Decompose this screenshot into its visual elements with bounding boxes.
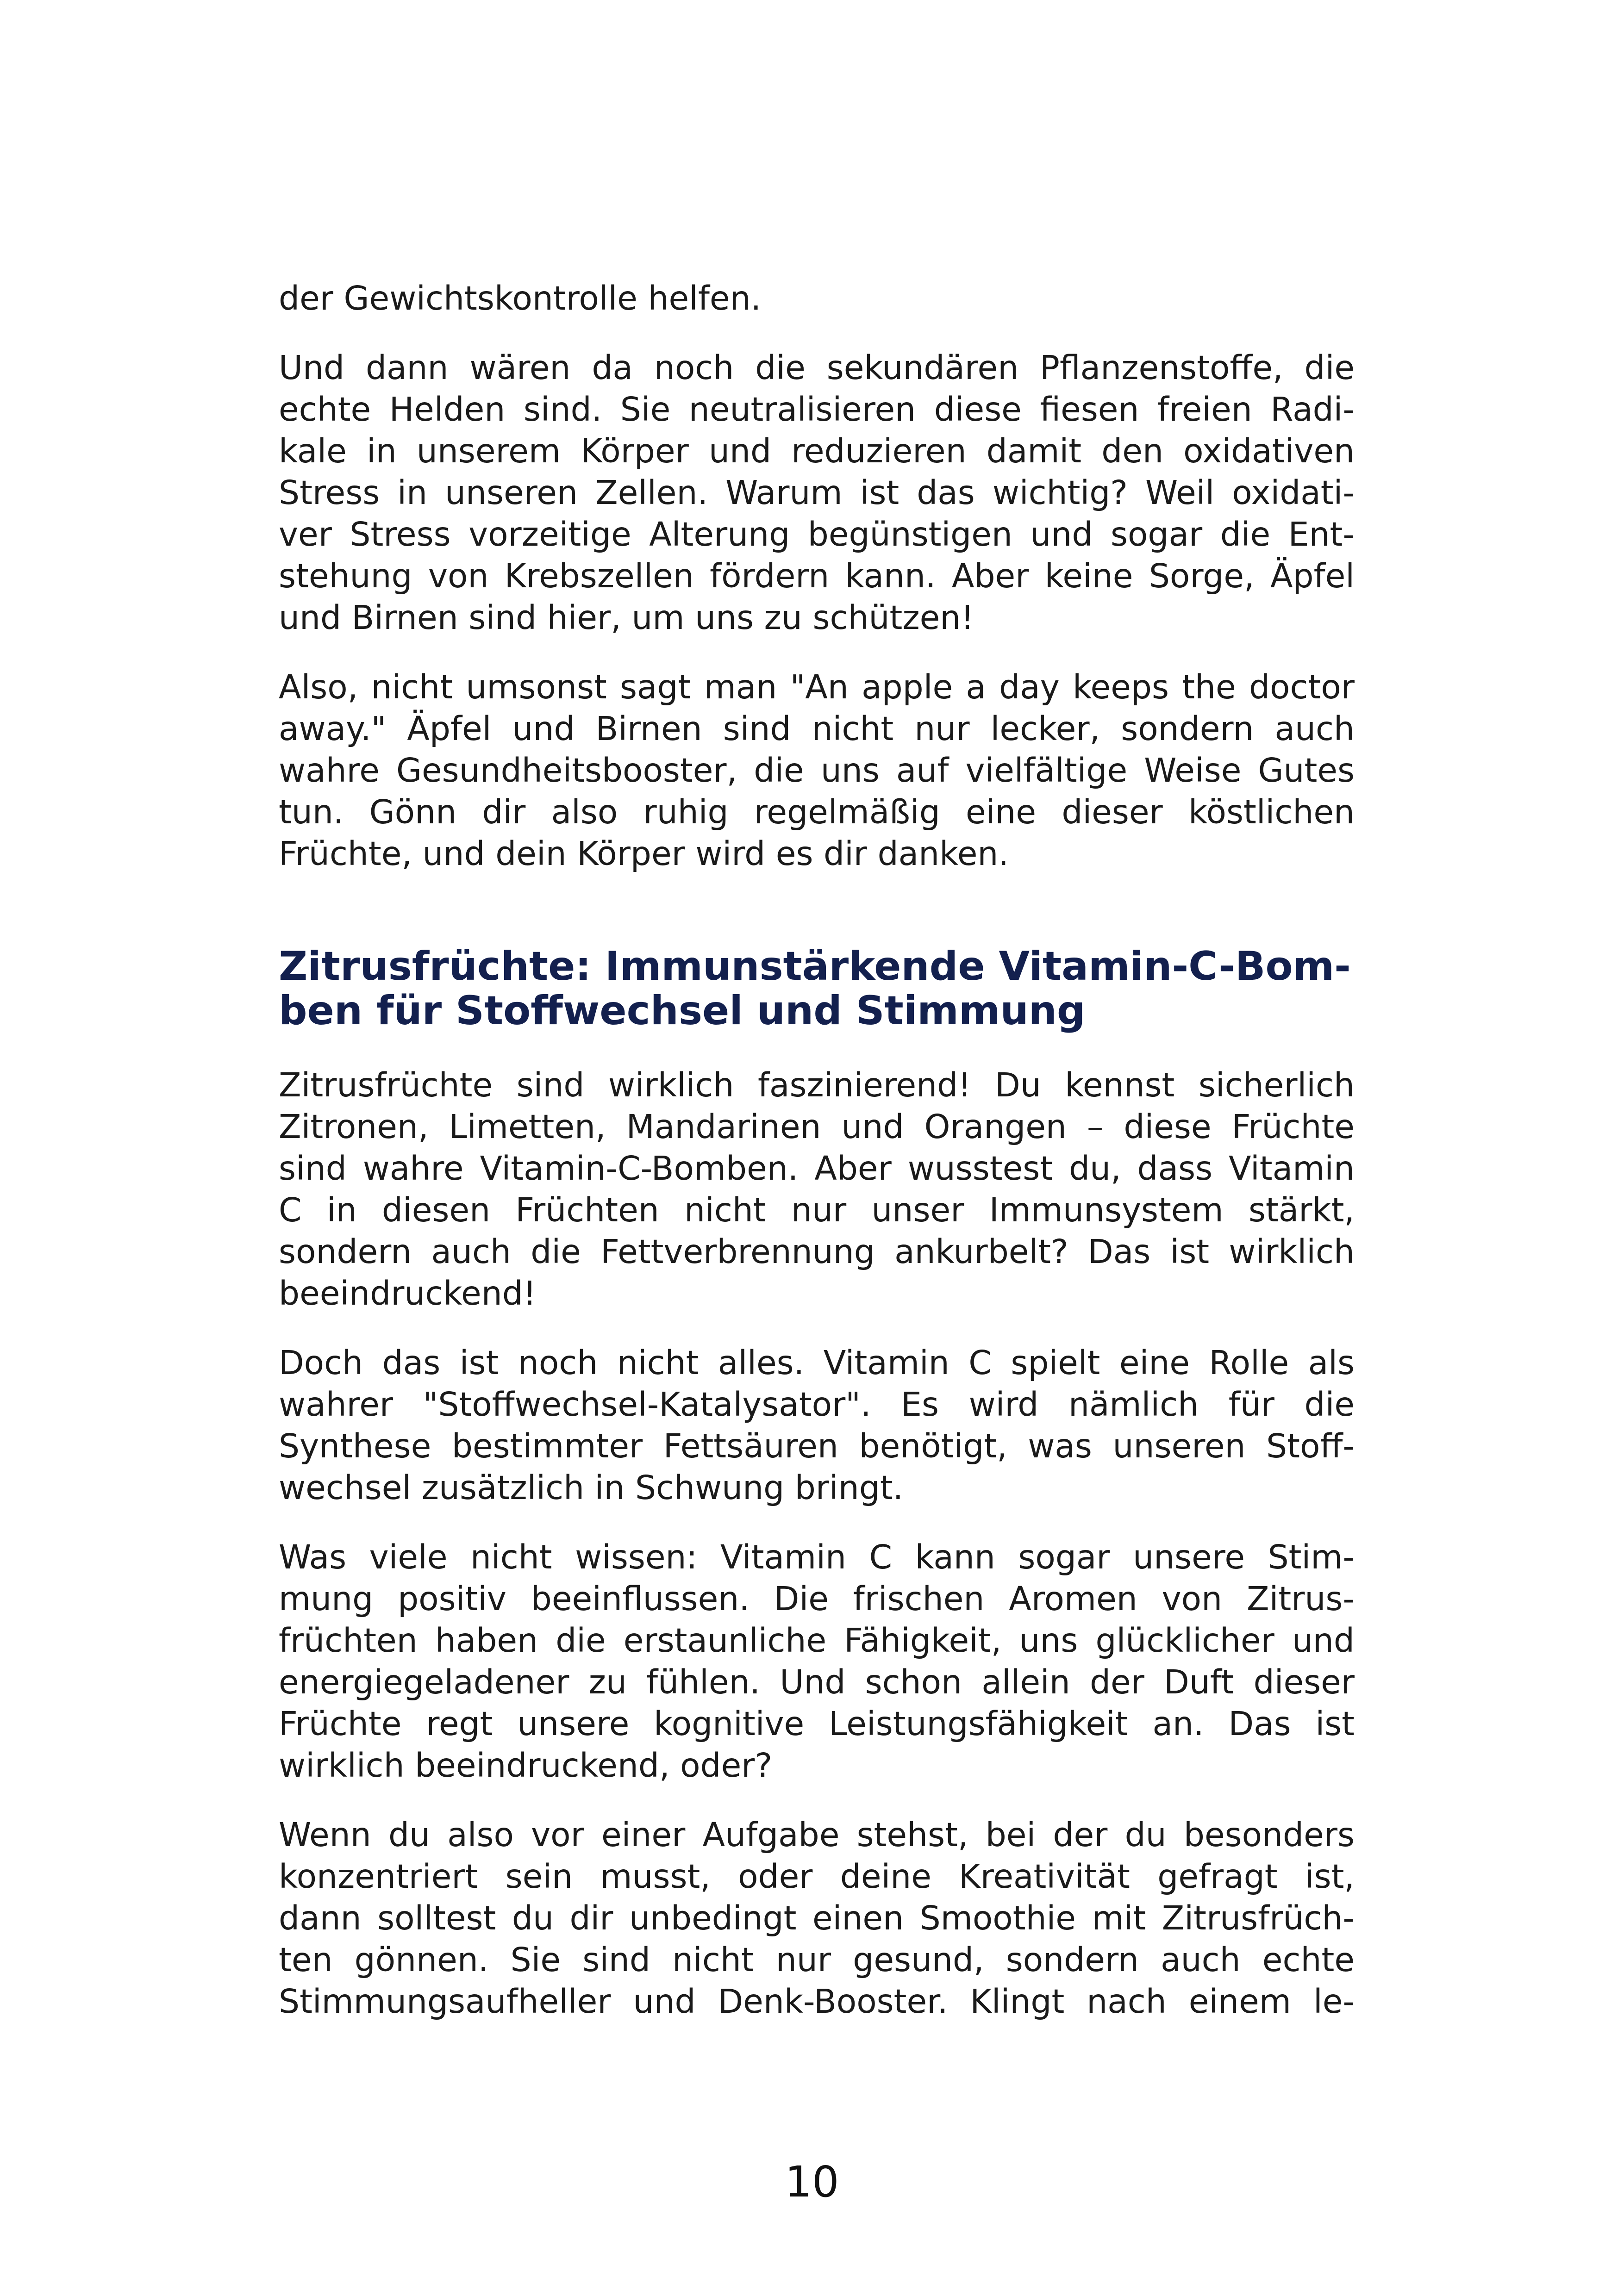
text-line: away." Äpfel und Birnen sind nicht nur lecker, sondern auch — [279, 709, 1355, 748]
text-line: ver Stress vorzeitige Alterung begünstigen und sogar die Ent- — [279, 515, 1355, 554]
text-line: konzentriert sein musst, oder deine Kreativität gefragt ist, — [279, 1857, 1355, 1896]
page-content — [279, 278, 1355, 2050]
text-line: Zitrusfrüchte sind wirklich faszinierend! Du kennst sicherlich — [279, 1066, 1355, 1104]
paragraph — [279, 1814, 1355, 2022]
text-line: und Birnen sind hier, um uns zu schützen! — [279, 598, 974, 637]
text-line: wirklich beeindruckend, oder? — [279, 1746, 773, 1785]
text-line: mung positiv beeinflussen. Die frischen Aromen von Zitrus- — [279, 1580, 1355, 1618]
text-line: Stimmungsaufheller und Denk-Booster. Klingt nach einem le- — [279, 1982, 1355, 2021]
text-line: Stress in unseren Zellen. Warum ist das wichtig? Weil oxidati- — [279, 473, 1355, 512]
text-line: Also, nicht umsonst sagt man "An apple a day keeps the doctor — [279, 668, 1355, 706]
text-line: früchten haben die erstaunliche Fähigkeit, uns glücklicher und — [279, 1621, 1355, 1660]
paragraph — [279, 666, 1355, 875]
text-line: dann solltest du dir unbedingt einen Smoothie mit Zitrusfrüch- — [279, 1899, 1355, 1937]
text-line: beeindruckend! — [279, 1274, 537, 1313]
text-line: echte Helden sind. Sie neutralisieren diese fiesen freien Radi- — [279, 390, 1355, 429]
text-line: tun. Gönn dir also ruhig regelmäßig eine dieser köstlichen — [279, 793, 1355, 831]
heading-line: ben für Stoffwechsel und Stimmung — [279, 988, 1086, 1034]
text-line: sind wahre Vitamin-C-Bomben. Aber wusstest du, dass Vitamin — [279, 1149, 1355, 1188]
paragraph — [279, 1342, 1355, 1509]
text-line: Und dann wären da noch die sekundären Pflanzenstoffe, die — [279, 348, 1355, 387]
text-line: kale in unserem Körper und reduzieren damit den oxidativen — [279, 432, 1355, 470]
page-number: 10 — [785, 2157, 839, 2207]
paragraph — [279, 1064, 1355, 1314]
text-line: Zitronen, Limetten, Mandarinen und Orangen – diese Früchte — [279, 1108, 1355, 1146]
text-line: der Gewichtskontrolle helfen. — [279, 279, 762, 317]
paragraph — [279, 278, 1355, 319]
text-line: energiegeladener zu fühlen. Und schon allein der Duft dieser — [279, 1663, 1355, 1701]
paragraph — [279, 1537, 1355, 1786]
text-line: Doch das ist noch nicht alles. Vitamin C spielt eine Rolle als — [279, 1344, 1355, 1382]
text-line: sondern auch die Fettverbrennung ankurbelt? Das ist wirklich — [279, 1232, 1355, 1271]
text-line: Was viele nicht wissen: Vitamin C kann sogar unsere Stim- — [279, 1538, 1355, 1576]
text-line: ten gönnen. Sie sind nicht nur gesund, sondern auch echte — [279, 1941, 1355, 1979]
text-line: wahre Gesundheitsbooster, die uns auf vielfältige Weise Gutes — [279, 751, 1355, 790]
text-line: Früchte, und dein Körper wird es dir danken. — [279, 834, 1009, 873]
text-line: wahrer "Stoffwechsel-Katalysator". Es wird nämlich für die — [279, 1385, 1355, 1424]
text-line: Synthese bestimmter Fettsäuren benötigt, was unseren Stoff- — [279, 1427, 1355, 1465]
section-heading — [279, 944, 1355, 1033]
text-line: C in diesen Früchten nicht nur unser Immunsystem stärkt, — [279, 1191, 1355, 1229]
text-line: Früchte regt unsere kognitive Leistungsfähigkeit an. Das ist — [279, 1705, 1355, 1743]
heading-line: Zitrusfrüchte: Immunstärkende Vitamin-C-Bom- — [279, 943, 1351, 989]
text-line: stehung von Krebszellen fördern kann. Aber keine Sorge, Äpfel — [279, 557, 1355, 595]
text-line: wechsel zusätzlich in Schwung bringt. — [279, 1468, 904, 1507]
paragraph — [279, 347, 1355, 639]
text-line: Wenn du also vor einer Aufgabe stehst, bei der du besonders — [279, 1816, 1355, 1854]
